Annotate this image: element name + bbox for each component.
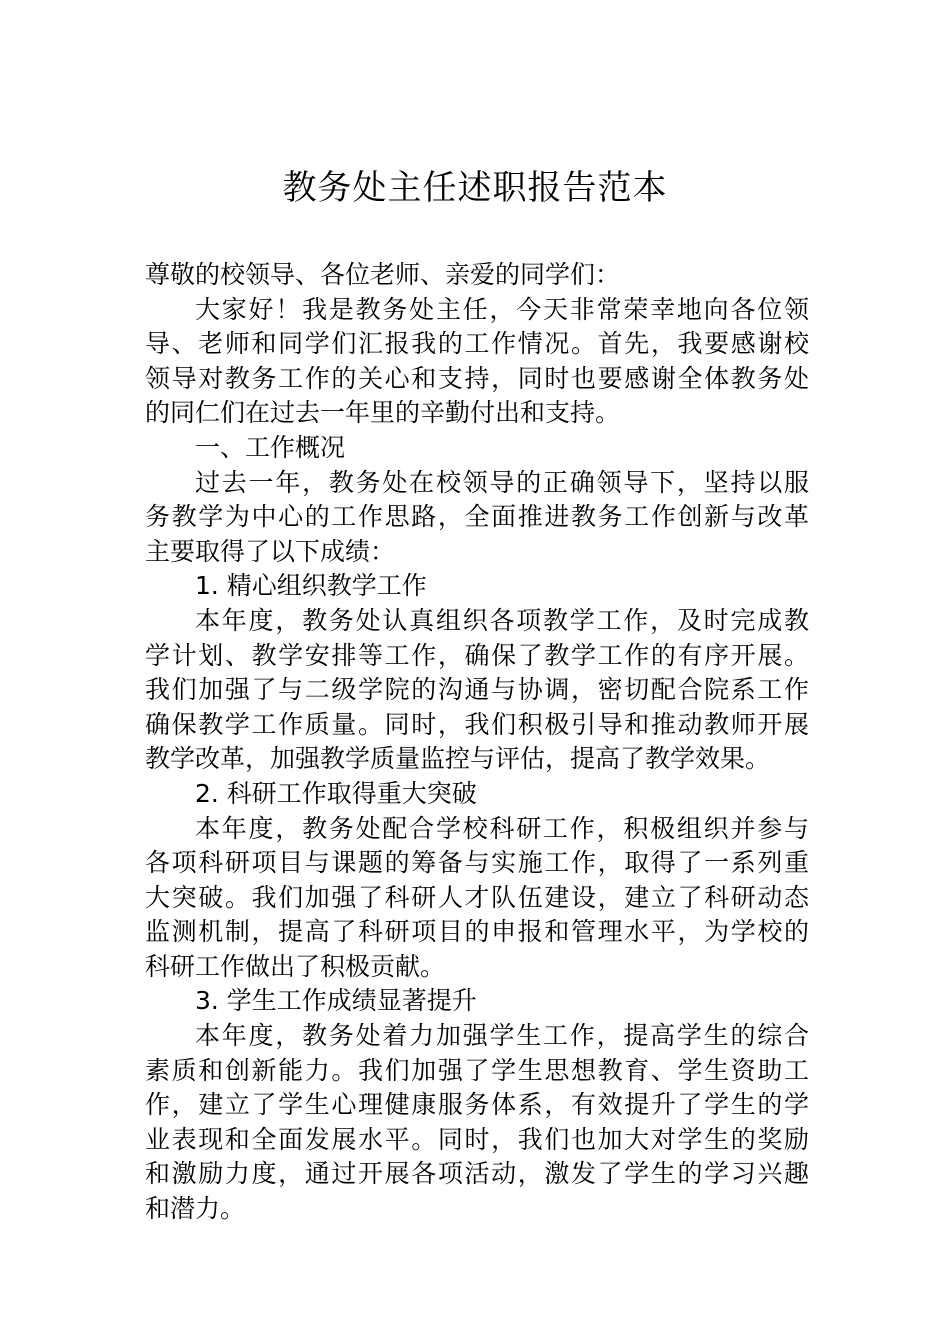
paragraph-line: 领导对教务工作的关心和支持，同时也要感谢全体教务处: [145, 363, 809, 393]
paragraph-line: 主要取得了以下成绩：: [145, 536, 396, 566]
paragraph-line: 业表现和全面发展水平。同时，我们也加大对学生的奖励: [145, 1124, 809, 1154]
document-body: [145, 258, 809, 1227]
paragraph-line: 和激励力度，通过开展各项活动，激发了学生的学习兴趣: [145, 1159, 809, 1189]
subsection-heading: 2. 科研工作取得重大突破: [195, 778, 477, 808]
document-title: 教务处主任述职报告范本: [282, 168, 668, 208]
paragraph-line: 导、老师和同学们汇报我的工作情况。首先，我要感谢校: [145, 329, 809, 359]
paragraph-line: 监测机制，提高了科研项目的申报和管理水平，为学校的: [145, 917, 809, 947]
paragraph-line: 确保教学工作质量。同时，我们积极引导和推动教师开展: [145, 709, 809, 739]
paragraph-line: 我们加强了与二级学院的沟通与协调，密切配合院系工作: [145, 675, 809, 705]
subsection-heading: 3. 学生工作成绩显著提升: [195, 986, 477, 1016]
paragraph-line: 和潜力。: [145, 1194, 246, 1224]
paragraph-line: 作，建立了学生心理健康服务体系，有效提升了学生的学: [145, 1090, 809, 1120]
paragraph-line: 大突破。我们加强了科研人才队伍建设，建立了科研动态: [145, 882, 809, 912]
paragraph-line: 素质和创新能力。我们加强了学生思想教育、学生资助工: [145, 1055, 809, 1085]
paragraph-line: 科研工作做出了积极贡献。: [145, 951, 446, 981]
paragraph-line: 学计划、教学安排等工作，确保了教学工作的有序开展。: [145, 640, 809, 670]
paragraph-line: 务教学为中心的工作思路，全面推进教务工作创新与改革: [145, 502, 809, 532]
subsection-heading: 1. 精心组织教学工作: [195, 571, 427, 601]
paragraph-line: 各项科研项目与课题的筹备与实施工作，取得了一系列重: [145, 848, 809, 878]
paragraph-line: 本年度，教务处配合学校科研工作，积极组织并参与: [195, 813, 809, 843]
paragraph-line: 本年度，教务处着力加强学生工作，提高学生的综合: [195, 1021, 809, 1051]
paragraph-line: 本年度，教务处认真组织各项教学工作，及时完成教: [195, 605, 809, 635]
salutation-line: 尊敬的校领导、各位老师、亲爱的同学们：: [145, 260, 621, 289]
paragraph-line: 过去一年，教务处在校领导的正确领导下，坚持以服: [195, 467, 809, 497]
paragraph-line: 的同仁们在过去一年里的辛勤付出和支持。: [145, 398, 621, 428]
paragraph-line: 教学改革，加强教学质量监控与评估，提高了教学效果。: [145, 744, 771, 774]
paragraph-line: 大家好！我是教务处主任，今天非常荣幸地向各位领: [195, 294, 809, 324]
section-heading: 一、工作概况: [195, 432, 346, 462]
